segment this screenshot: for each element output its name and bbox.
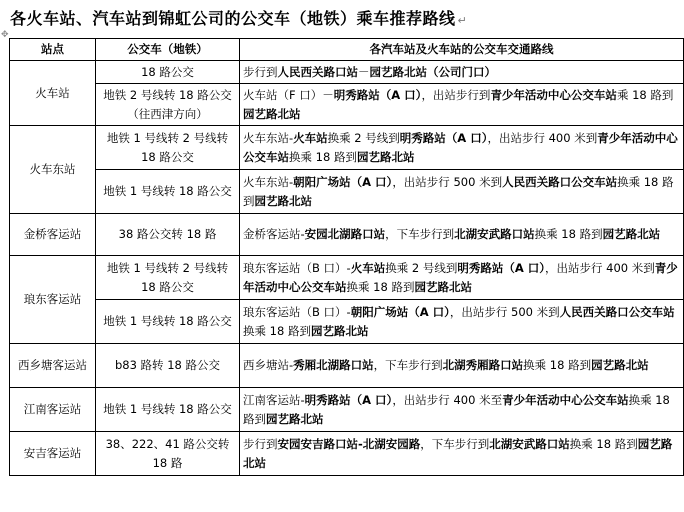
document-title — [10, 6, 467, 29]
table-row — [10, 432, 684, 476]
bus-cell: 18 路公交 — [96, 61, 240, 84]
bus-cell: 38、222、41 路公交转 18 路 — [96, 432, 240, 476]
route-cell: 金桥客运站-安园北湖路口站，下车步行到北湖安武路口站换乘 18 路到园艺路北站 — [240, 214, 684, 256]
table-row — [10, 126, 684, 170]
route-table — [9, 38, 684, 476]
station-cell: 金桥客运站 — [10, 214, 96, 256]
header-bus: 公交车（地铁） — [96, 39, 240, 61]
table-row — [10, 170, 684, 214]
station-cell: 火车站 — [10, 61, 96, 126]
route-cell: 琅东客运站（B 口）-火车站换乘 2 号线到明秀路站（A 口），出站步行 400 米到青少年活动中心公交车站换乘 18 路到园艺路北站 — [240, 256, 684, 300]
route-cell: 步行到人民西关路口站－园艺路北站（公司门口） — [240, 61, 684, 84]
station-cell: 江南客运站 — [10, 388, 96, 432]
header-station: 站点 — [10, 39, 96, 61]
station-cell: 琅东客运站 — [10, 256, 96, 344]
route-cell: 步行到安园安吉路口站-北湖安园路，下车步行到北湖安武路口站换乘 18 路到园艺路北站 — [240, 432, 684, 476]
route-cell: 江南客运站-明秀路站（A 口），出站步行 400 米至青少年活动中心公交车站换乘 18 路到园艺路北站 — [240, 388, 684, 432]
title-text: 各火车站、汽车站到锦虹公司的公交车（地铁）乘车推荐路线 — [10, 9, 456, 28]
table-row — [10, 61, 684, 84]
route-cell: 琅东客运站（B 口）-朝阳广场站（A 口），出站步行 500 米到人民西关路口公交车站换乘 18 路到园艺路北站 — [240, 300, 684, 344]
station-cell: 火车东站 — [10, 126, 96, 214]
route-cell: 火车站（F 口）－明秀路站（A 口），出站步行到青少年活动中心公交车站乘 18 路到园艺路北站 — [240, 84, 684, 126]
bus-cell: 地铁 1 号线转 18 路公交 — [96, 170, 240, 214]
route-cell: 火车东站-火车站换乘 2 号线到明秀路站（A 口），出站步行 400 米到青少年活动中心公交车站换乘 18 路到园艺路北站 — [240, 126, 684, 170]
paragraph-mark-icon: ↵ — [457, 14, 468, 27]
table-row — [10, 388, 684, 432]
table-row — [10, 84, 684, 126]
bus-cell: 地铁 2 号线转 18 路公交（往西津方向） — [96, 84, 240, 126]
route-cell: 西乡塘站-秀厢北湖路口站，下车步行到北湖秀厢路口站换乘 18 路到园艺路北站 — [240, 344, 684, 388]
table-row — [10, 300, 684, 344]
bus-cell: 地铁 1 号线转 2 号线转 18 路公交 — [96, 256, 240, 300]
header-route: 各汽车站及火车站的公交车交通路线 — [240, 39, 684, 61]
bus-cell: 地铁 1 号线转 18 路公交 — [96, 300, 240, 344]
station-cell: 安吉客运站 — [10, 432, 96, 476]
table-anchor-icon: ✥ — [1, 30, 9, 40]
table-row — [10, 214, 684, 256]
route-cell: 火车东站-朝阳广场站（A 口），出站步行 500 米到人民西关路口公交车站换乘 18 路到园艺路北站 — [240, 170, 684, 214]
bus-cell: 地铁 1 号线转 2 号线转 18 路公交 — [96, 126, 240, 170]
station-cell: 西乡塘客运站 — [10, 344, 96, 388]
bus-cell: 38 路公交转 18 路 — [96, 214, 240, 256]
bus-cell: 地铁 1 号线转 18 路公交 — [96, 388, 240, 432]
table-row — [10, 344, 684, 388]
table-row — [10, 256, 684, 300]
bus-cell: b83 路转 18 路公交 — [96, 344, 240, 388]
header-row — [10, 39, 684, 61]
